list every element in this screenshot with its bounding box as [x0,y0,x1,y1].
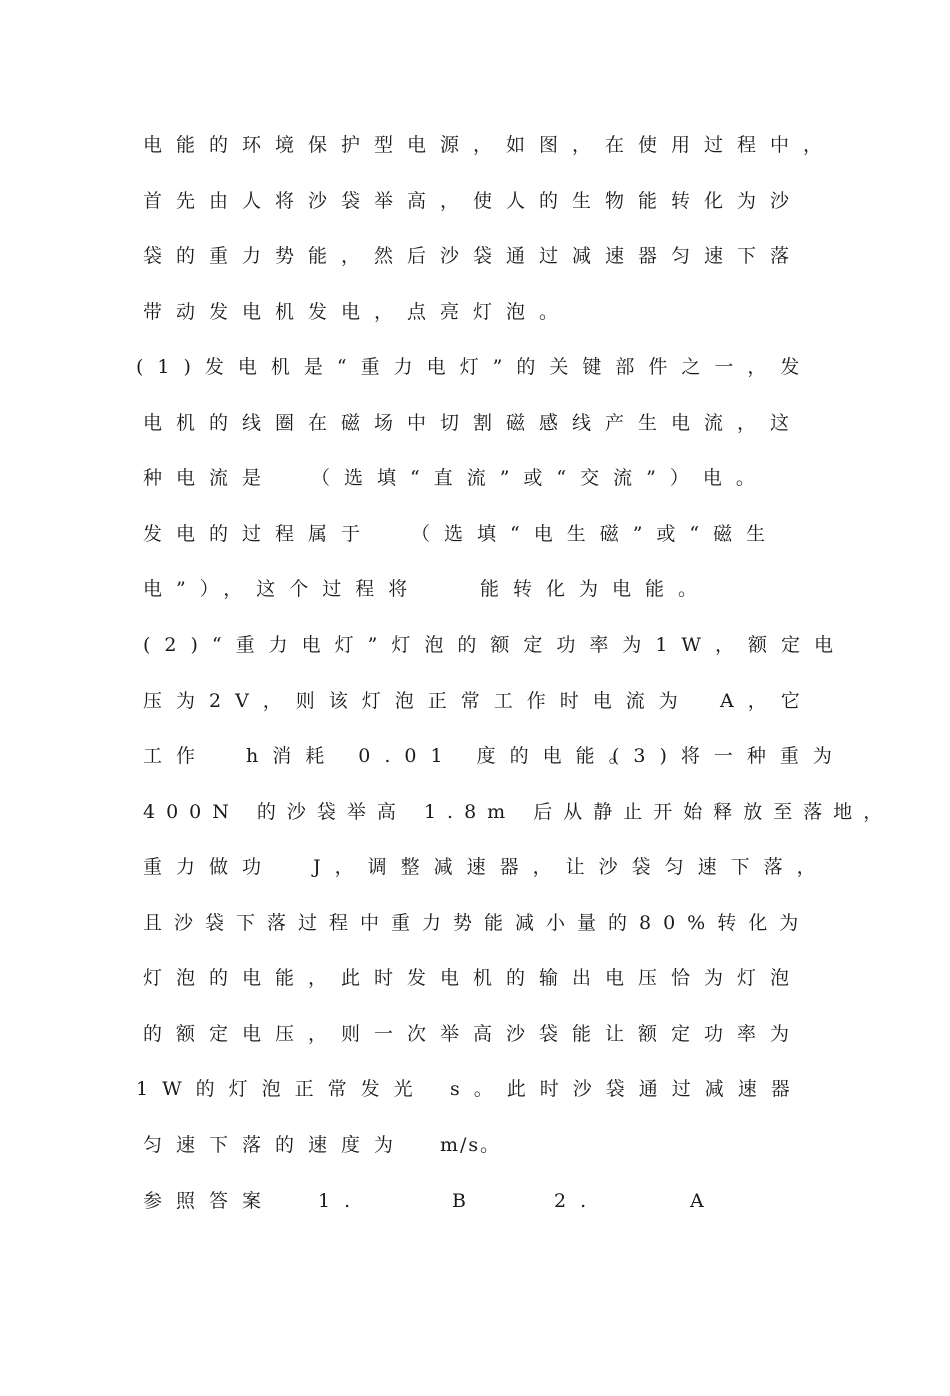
text-line-10 [0,630,950,660]
text-segment: 电”），这个过程将 [143,578,422,600]
text-segment: (3)将一种重为 [612,745,846,767]
text-segment: 1W的灯泡正常发光 [136,1078,427,1100]
text-line-8 [0,519,950,549]
text-line-16 [0,963,950,993]
text-line-14 [0,852,950,882]
answer-value-2: A [690,1190,718,1212]
answer-label: 参照答案 [143,1190,276,1212]
text-segment: J，调整减速器，让沙袋匀速下落， [313,856,830,878]
text-segment: 的额定电压，则一次举高沙袋能让额定功率为 [143,1023,804,1045]
text-line-2 [0,186,950,216]
text-segment: 灯泡的电能，此时发电机的输出电压恰为灯泡 [143,967,804,989]
text-line-13 [0,797,950,827]
text-line-7 [0,463,950,493]
answer-line [0,1186,950,1216]
text-line-9 [0,574,950,604]
answer-number-1: 1. [318,1190,365,1212]
text-segment: 重力做功 [143,856,276,878]
text-segment: s。此时沙袋通过减速器 [450,1078,804,1100]
answer-number-2: 2. [554,1190,601,1212]
text-line-19 [0,1130,950,1160]
text-segment: 首先由人将沙袋举高，使人的生物能转化为沙 [143,190,804,212]
text-line-6 [0,408,950,438]
text-segment: 匀速下落的速度为 [143,1134,408,1156]
text-segment: 种电流是 [143,467,276,489]
text-segment: （选填“直流”或“交流”）电。 [311,467,769,489]
text-line-1 [0,130,950,160]
text-line-12 [0,741,950,771]
text-segment: (1)发电机是“重力电灯”的关键部件之一，发 [136,356,814,378]
text-segment: 400N 的沙袋举高 1.8m 后从静止开始释放至落地， [143,801,894,823]
text-segment: 能转化为电能。 [480,578,712,600]
text-segment: A，它 [720,690,814,712]
text-segment: 袋的重力势能，然后沙袋通过减速器匀速下落 [143,245,804,267]
text-line-15 [0,908,950,938]
text-line-5 [0,352,950,382]
text-line-17 [0,1019,950,1049]
text-segment: h消耗 0.01 度的电能。 [246,745,642,767]
text-segment: 带动发电机发电，点亮灯泡。 [143,301,573,323]
text-segment: 工作 [143,745,210,767]
text-line-3 [0,241,950,271]
text-segment: (2)“重力电灯”灯泡的额定功率为1W，额定电 [143,634,847,656]
text-segment: 电能的环境保护型电源，如图，在使用过程中， [143,134,837,156]
answer-value-1: B [452,1190,480,1212]
text-segment: （选填“电生磁”或“磁生 [411,523,780,545]
text-segment: 发电的过程属于 [143,523,375,545]
text-line-4 [0,297,950,327]
text-segment: m/s。 [440,1134,502,1156]
text-segment: 电机的线圈在磁场中切割磁感线产生电流，这 [143,412,804,434]
text-segment: 压为2V，则该灯泡正常工作时电流为 [143,690,692,712]
text-segment: 且沙袋下落过程中重力势能减小量的80%转化为 [143,912,811,934]
text-line-18 [0,1074,950,1104]
text-line-11 [0,686,950,716]
